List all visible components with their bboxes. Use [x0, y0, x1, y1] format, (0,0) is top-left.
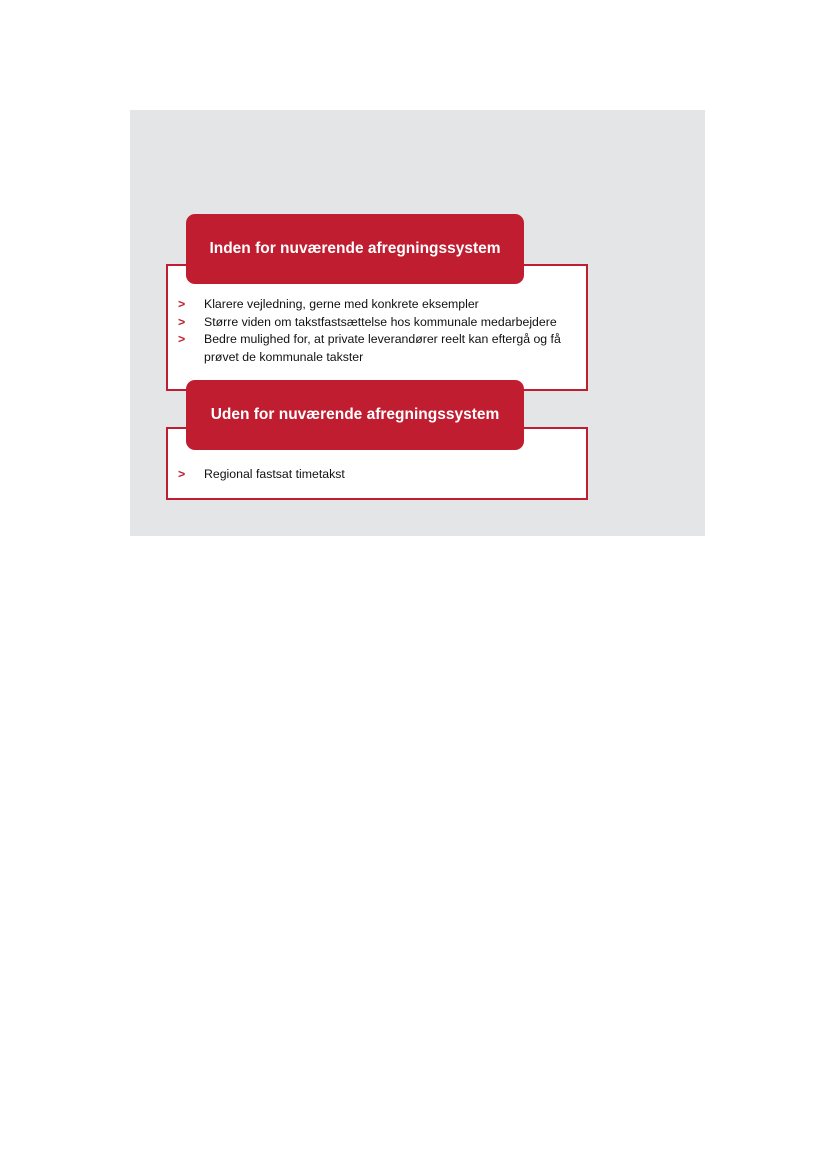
chevron-right-icon: >: [178, 314, 186, 329]
list-item-text: Bedre mulighed for, at private leverandører reelt kan eftergå og få prøvet de kommunale takster: [204, 332, 561, 364]
section-header: Inden for nuværende afregningssystem: [186, 214, 524, 284]
bullet-list: [178, 296, 580, 366]
chevron-right-icon: >: [178, 332, 186, 346]
list-item-text: Klarere vejledning, gerne med konkrete eksempler: [204, 297, 479, 311]
list-item: [178, 466, 580, 484]
list-item: [178, 296, 580, 314]
list-item-text: Regional fastsat timetakst: [204, 467, 345, 481]
chevron-right-icon: >: [178, 467, 186, 481]
bullet-list: [178, 466, 580, 484]
section-outside-current-system: [166, 380, 590, 502]
diagram-panel: [130, 110, 705, 536]
section-header: Uden for nuværende afregningssystem: [186, 380, 524, 450]
list-item: [178, 331, 580, 366]
list-item-text: Større viden om takstfastsættelse hos kommunale medarbejdere: [204, 314, 557, 329]
list-item: [178, 314, 580, 332]
chevron-right-icon: >: [178, 297, 186, 311]
section-inside-current-system: [166, 214, 590, 392]
